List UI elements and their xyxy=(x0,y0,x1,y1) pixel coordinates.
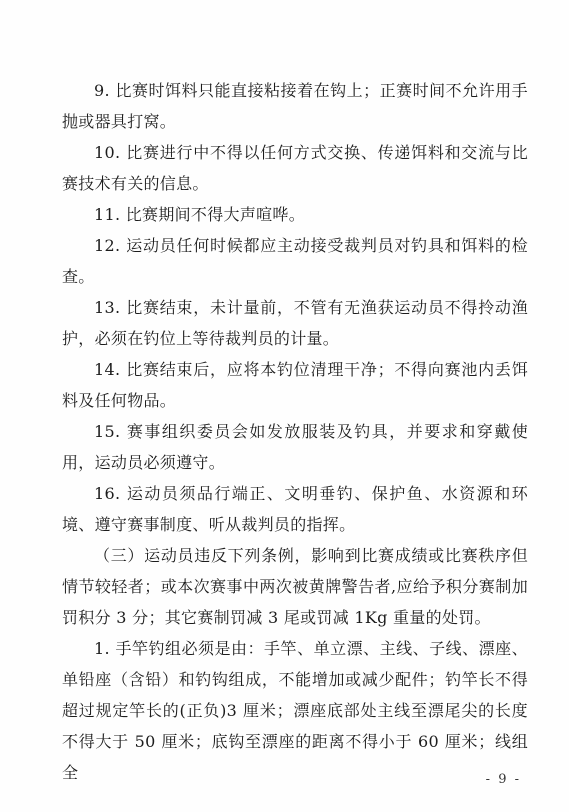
page-number: - 9 - xyxy=(485,772,521,787)
rule-16-paragraph: 16. 运动员须品行端正、文明垂钓、保护鱼、水资源和环境、遵守赛事制度、听从裁判员的指挥。 xyxy=(62,484,528,534)
rule-10-paragraph: 10. 比赛进行中不得以任何方式交换、传递饵料和交流与比赛技术有关的信息。 xyxy=(62,143,528,193)
document-body xyxy=(62,75,528,788)
rule-11-paragraph: 11. 比赛期间不得大声喧哗。 xyxy=(94,205,306,224)
section-3-paragraph: （三）运动员违反下列条例，影响到比赛成绩或比赛秩序但情节较轻者；或本次赛事中两次被黄牌警告者,应给予积分赛制加罚积分 3 分；其它赛制罚减 3 尾或罚减 1Kg 重量的处罚。 xyxy=(62,546,528,627)
rule-12-paragraph: 12. 运动员任何时候都应主动接受裁判员对钓具和饵料的检查。 xyxy=(62,236,528,286)
rule-13-paragraph: 13. 比赛结束，未计量前，不管有无渔获运动员不得拎动渔护，必须在钓位上等待裁判员的计量。 xyxy=(62,298,528,348)
rule-9-paragraph: 9. 比赛时饵料只能直接粘接着在钩上；正赛时间不允许用手抛或器具打窝。 xyxy=(62,81,528,131)
item-1-paragraph: 1. 手竿钓组必须是由：手竿、单立漂、主线、子线、漂座、单铅座（含铅）和钓钩组成，不能增加或减少配件；钓竿长不得超过规定竿长的(正负)3 厘米；漂座底部处主线至漂尾尖的长度不得大于 50 厘米；底钩至漂座的距离不得小于 60 厘米；线组全 xyxy=(62,639,528,782)
rule-14-paragraph: 14. 比赛结束后，应将本钓位清理干净；不得向赛池内丢饵料及任何物品。 xyxy=(62,360,528,410)
rule-15-paragraph: 15. 赛事组织委员会如发放服装及钓具，并要求和穿戴使用，运动员必须遵守。 xyxy=(62,422,528,472)
